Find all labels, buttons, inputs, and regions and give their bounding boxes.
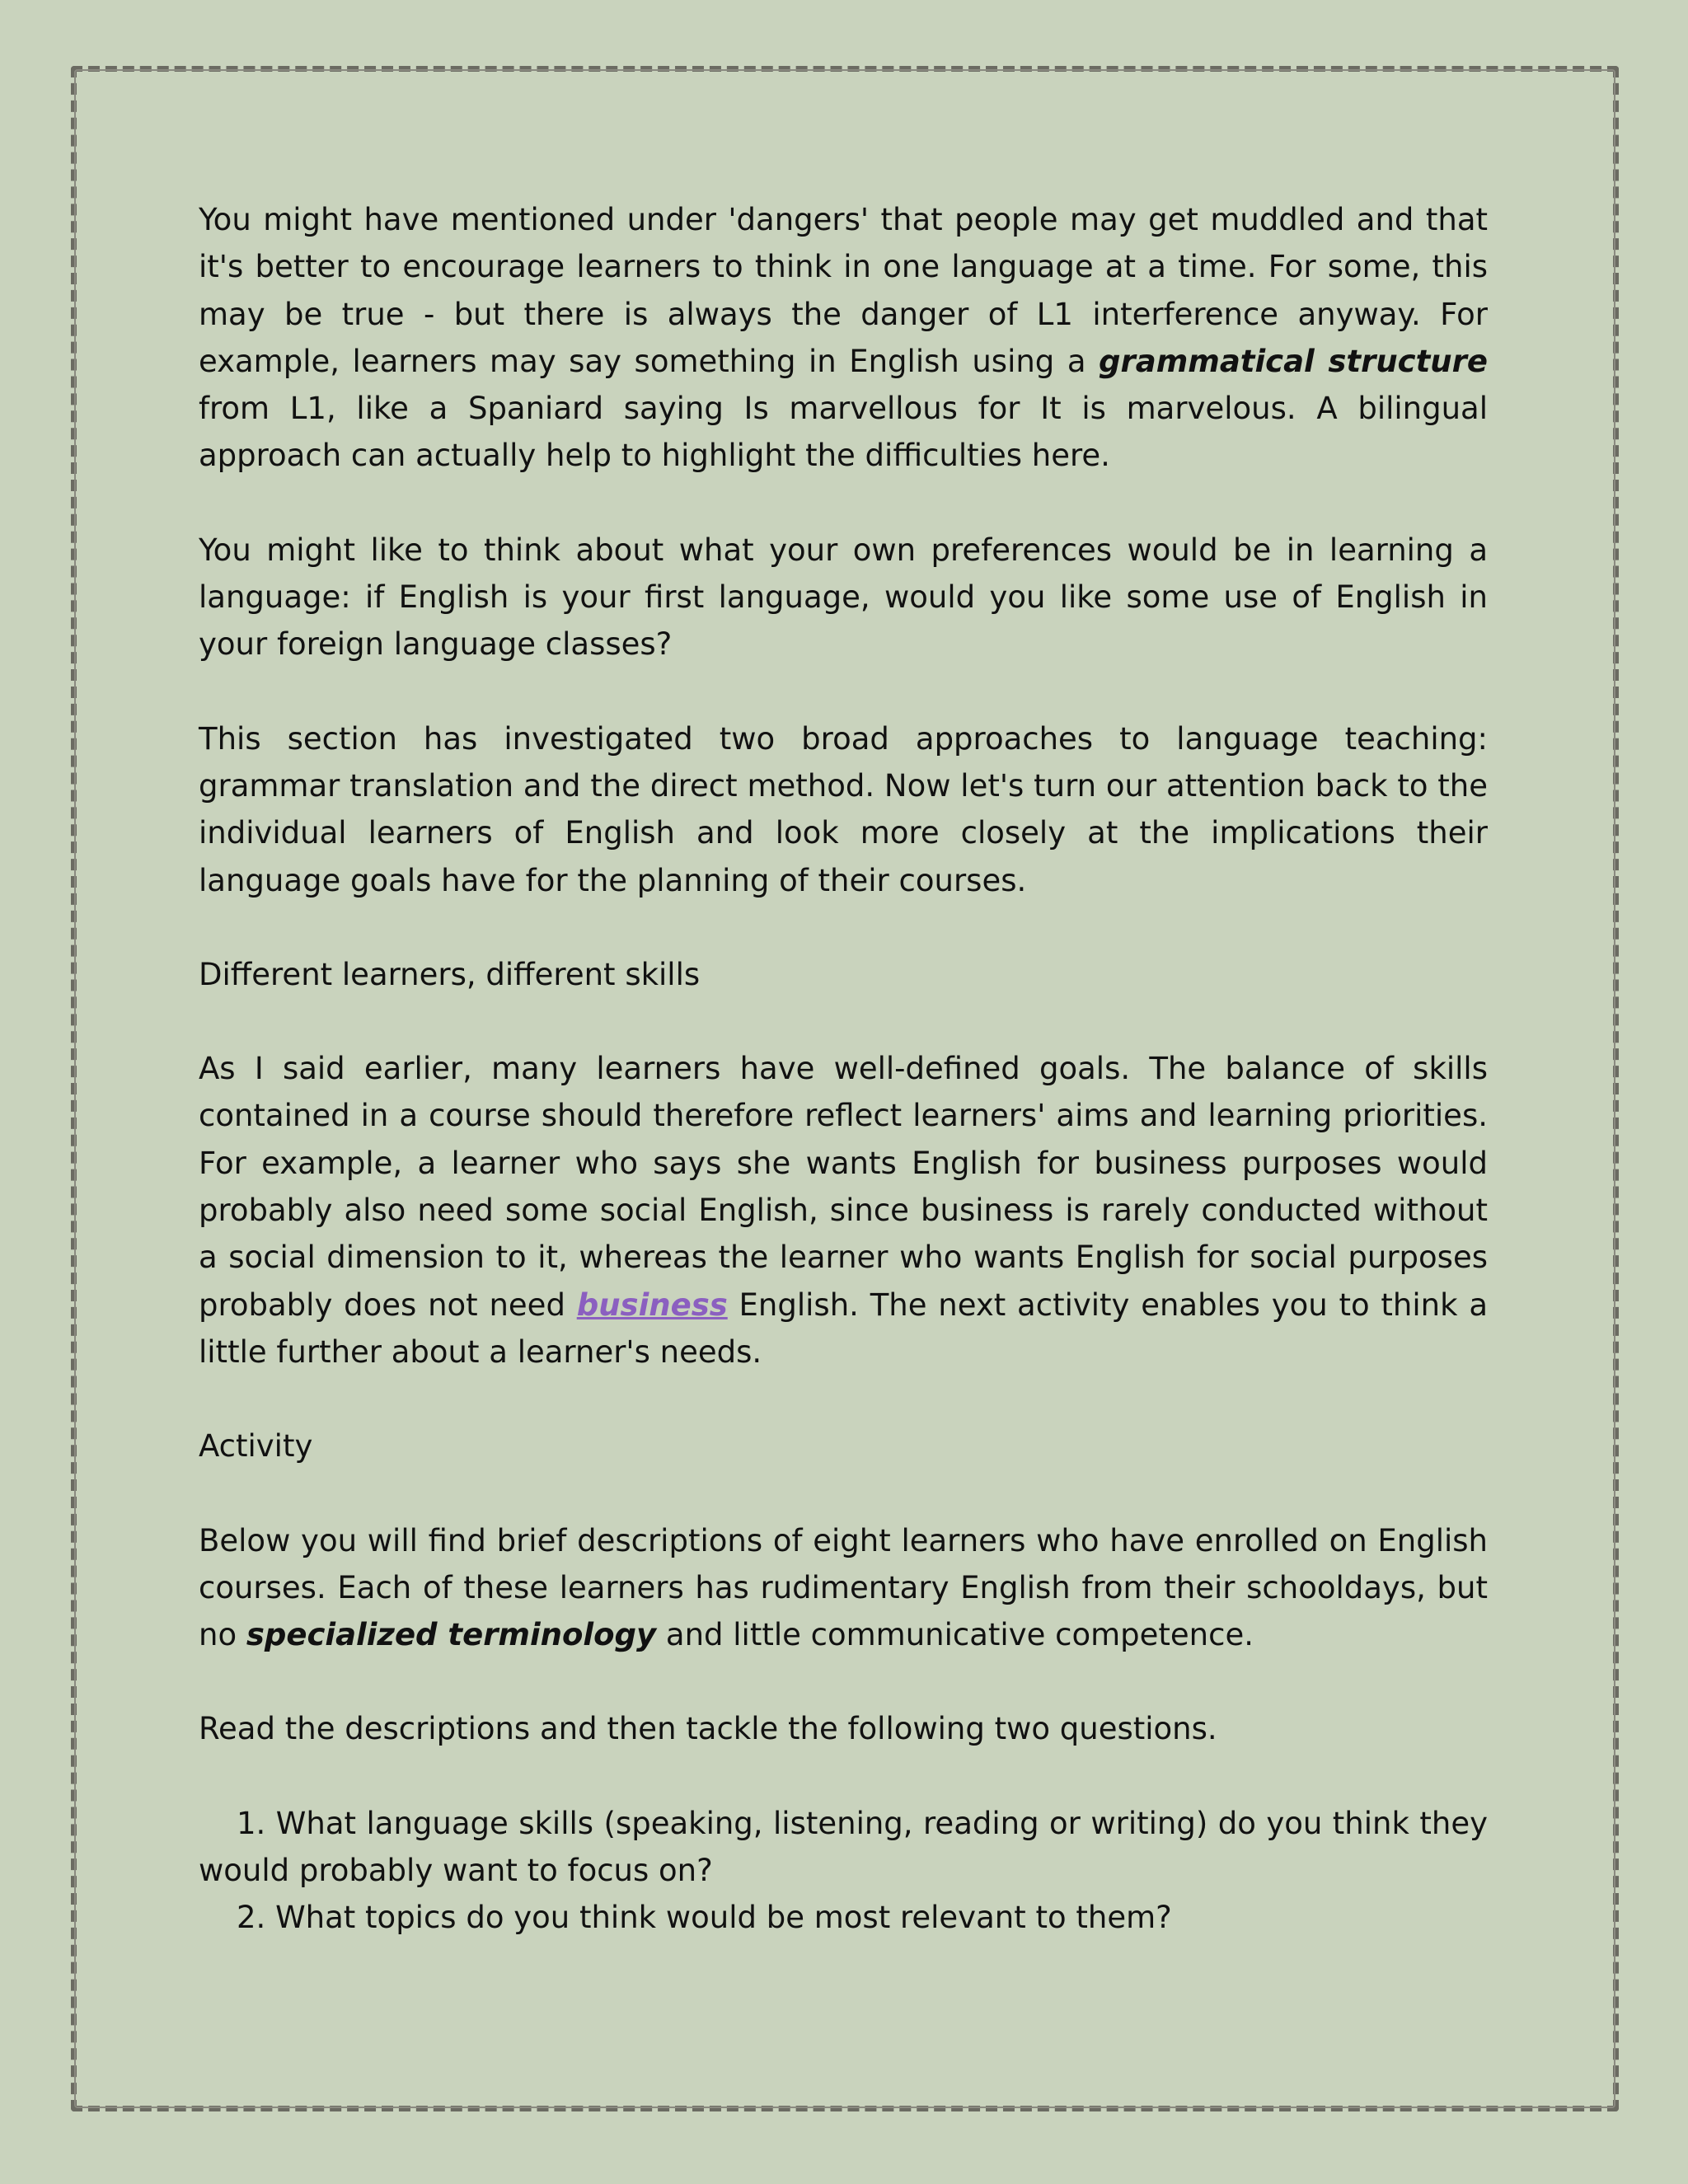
paragraph-l1-interference [199, 196, 1488, 480]
document-body [199, 196, 1488, 1942]
paragraph-learner-descriptions [199, 1517, 1488, 1659]
question-number: 2. [237, 1900, 266, 1936]
paragraph-instructions: Read the descriptions and then tackle the following two questions. [199, 1711, 1217, 1747]
list-item [199, 1894, 1488, 1941]
paragraph-preferences: You might like to think about what your own preferences would be in learning a language: if English is your first language, would you like some use of English in your foreign language classes? [199, 532, 1488, 663]
question-text: What language skills (speaking, listening, reading or writing) do you think they would probably want to focus on? [199, 1805, 1489, 1889]
list-item [199, 1800, 1488, 1895]
question-list [199, 1800, 1488, 1942]
term-specialized-terminology[interactable]: specialized terminology [246, 1617, 657, 1653]
paragraph-text: You might have mentioned under 'dangers' that people may get muddled and that it's better to encourage learners to think in one language at a time. For some, this may be true - but there is always the danger of L1 interference anyway. For example, learners may say something in English using a [199, 202, 1488, 379]
paragraph-goals [199, 1045, 1488, 1376]
section-heading-activity: Activity [199, 1428, 313, 1465]
term-grammatical-structure[interactable]: grammatical structure [1099, 343, 1488, 379]
paragraph-text: from L1, like a Spaniard saying Is marvellous for It is marvelous. A bilingual approach can actually help to highlight the difficulties here. [199, 391, 1488, 474]
paragraph-text: As I said earlier, many learners have well-defined goals. The balance of skills contained in a course should therefore reflect learners' aims and learning priorities. For example, a learner who says she wants English for business purposes would probably also need some social English, since business is rarely conducted without a social dimension to it, whereas the learner who wants English for social purposes probably does not need [199, 1051, 1488, 1323]
paragraph-text: Below you will find brief descriptions of eight learners who have enrolled on English courses. Each of these learners has rudimentary English from their schooldays, but no [199, 1522, 1488, 1653]
section-heading-different-learners: Different learners, different skills [199, 956, 701, 992]
paragraph-approaches: This section has investigated two broad approaches to language teaching: grammar translation and the direct method. Now let's turn our attention back to the individual learners of English and look more closely at the implications their language goals have for the planning of their courses. [199, 720, 1488, 898]
question-text: What topics do you think would be most relevant to them? [275, 1900, 1172, 1936]
paragraph-text: and little communicative competence. [656, 1617, 1254, 1653]
question-number: 1. [237, 1805, 266, 1841]
business-link[interactable]: business [576, 1286, 728, 1323]
paragraph-text: English. The next activity enables you to think a little further about a learner's needs. [199, 1286, 1488, 1370]
